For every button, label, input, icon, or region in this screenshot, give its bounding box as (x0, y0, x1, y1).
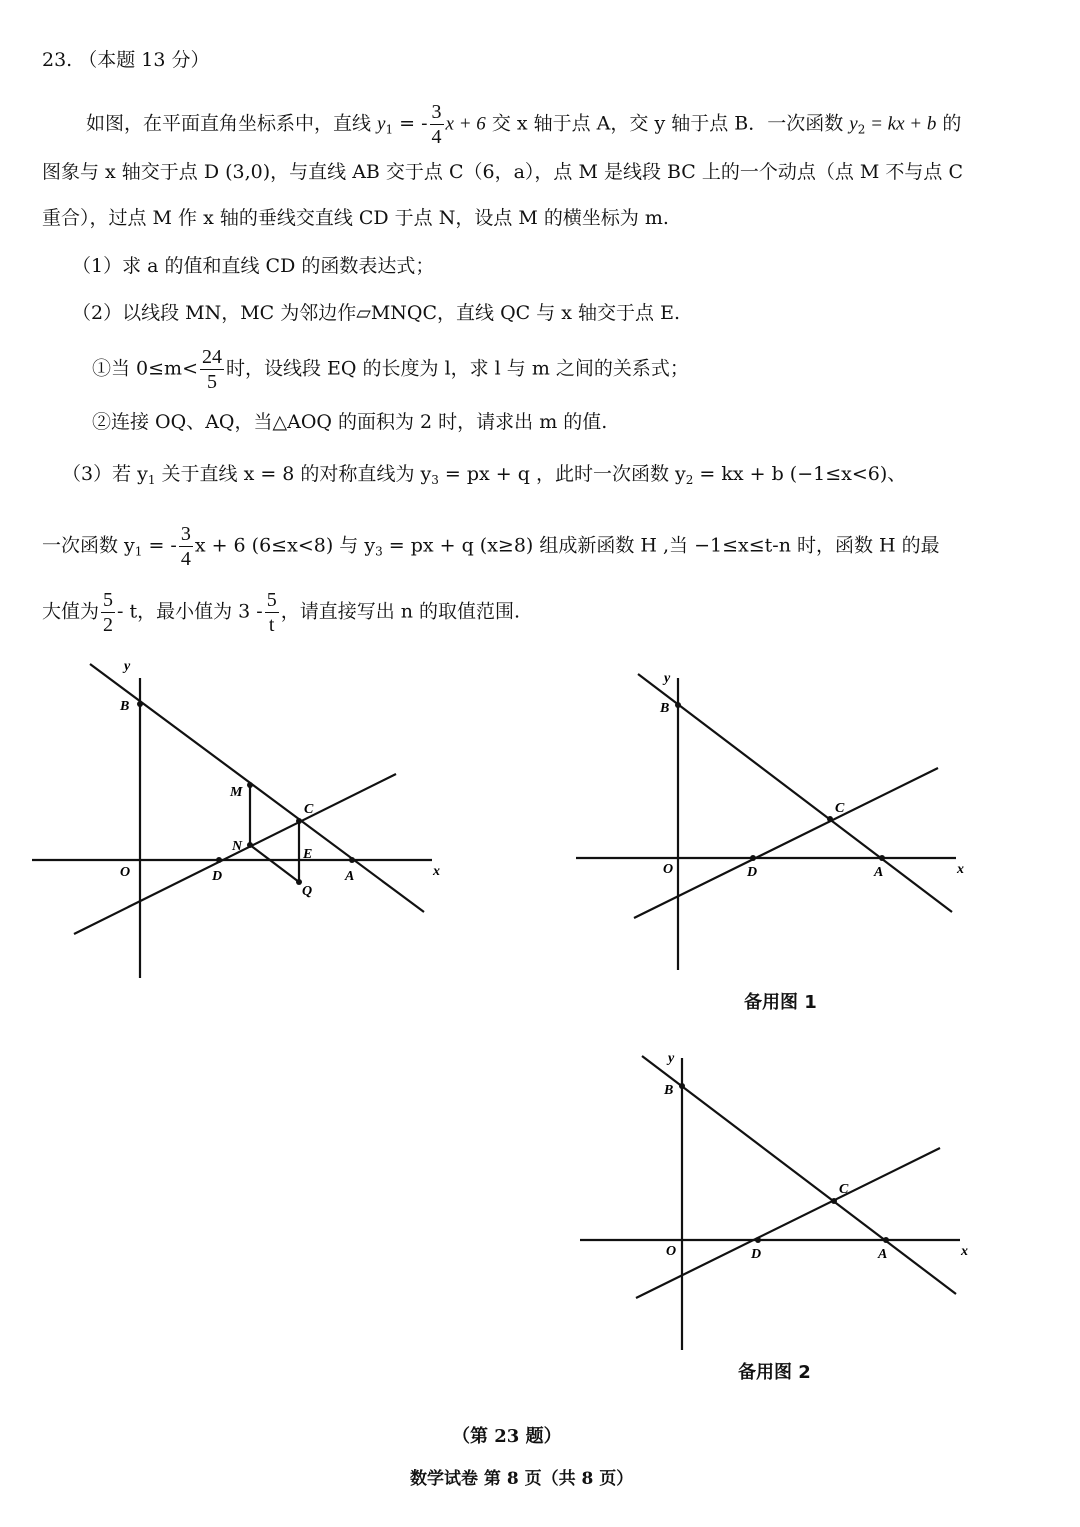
label-d: D (212, 869, 223, 884)
caption-spare-1: 备用图 1 (744, 992, 817, 1013)
label-b: B (120, 699, 130, 714)
label-e: E (303, 847, 313, 862)
label-m: M (230, 785, 243, 800)
svg-text:C: C (839, 1182, 849, 1197)
question-header (42, 46, 210, 74)
svg-text:C: C (835, 801, 845, 816)
label-o: O (120, 865, 131, 880)
label-q: Q (302, 884, 313, 899)
question-part-3-line-3: 大值为 $\frac{5}{2}$ - t，最小值为 3 - $\frac{5}{t}$ ，请直接写出 n 的取值范围. (42, 589, 521, 636)
svg-text:O: O (666, 1244, 677, 1259)
question-score: （本题 13 分） (78, 49, 210, 71)
label-n: N (232, 839, 243, 854)
svg-text:x: x (961, 1244, 968, 1259)
question-part-2: （2）以线段 MN，MC 为邻边作▱MNQC，直线 QC 与 x 轴交于点 E. (72, 302, 680, 324)
svg-text:x: x (957, 862, 964, 877)
question-part-1: （1）求 a 的值和直线 CD 的函数表达式； (72, 255, 435, 277)
question-part-2-1: ①当 0≤m< $\frac{24}{5}$ 时，设线段 EQ 的长度为 l，求 l 与 m 之间的关系式； (92, 346, 689, 393)
svg-text:D: D (747, 865, 758, 880)
label-x: x (433, 864, 440, 879)
intro-line-3: 重合），过点 M 作 x 轴的垂线交直线 CD 于点 N，设点 M 的横坐标为 m. (42, 207, 669, 229)
svg-text:A: A (874, 865, 884, 880)
question-number: 23. (42, 49, 73, 71)
label-y: y (124, 659, 131, 674)
label-a: A (345, 869, 355, 884)
caption-spare-2: 备用图 2 (738, 1362, 811, 1383)
spare-figure-2 (560, 1040, 980, 1360)
question-part-3-line-1: （3）若 $y_1$ 关于直线 x = 8 的对称直线为 $y_3$ = px + q ，此时一次函数 $y_2$ = kx + b (−1≤x<6)、 (62, 463, 907, 487)
question-part-3-line-2: 一次函数 $y_1$ = - $\frac{3}{4}$ x + 6 (6≤x<8) 与 $y_3$ = px + q (x≥8) 组成新函数 H ,当 −1≤x≤t-n 时，函数 H 的最 (42, 523, 940, 570)
fraction-3-4: $\frac{3}{4}$ (431, 101, 442, 148)
svg-text:y: y (668, 1051, 675, 1066)
page-footer: 数学试卷 第 8 页（共 8 页） (410, 1469, 634, 1489)
caption-question: （第 23 题） (452, 1426, 562, 1447)
svg-text:A: A (878, 1247, 888, 1262)
main-figure (0, 640, 480, 1000)
spare-figure-1 (560, 660, 980, 980)
svg-text:B: B (660, 701, 670, 716)
question-part-2-2: ②连接 OQ、AQ，当△AOQ 的面积为 2 时，请求出 m 的值. (92, 411, 608, 433)
svg-text:B: B (664, 1083, 674, 1098)
intro-line-2: 图象与 x 轴交于点 D (3,0)，与直线 AB 交于点 C（6，a），点 M 是线段 BC 上的一个动点（点 M 不与点 C (42, 161, 963, 183)
intro-line-1: 如图，在平面直角坐标系中，直线 $y_1$ = - $\frac{3}{4}$ x + 6 交 x 轴于点 A，交 y 轴于点 B．一次函数 $y_2$ = kx + b 的 (86, 101, 962, 148)
fraction-24-5: $\frac{24}{5}$ (202, 346, 222, 393)
svg-text:O: O (663, 862, 674, 877)
svg-text:y: y (664, 671, 671, 686)
label-c: C (304, 802, 314, 817)
segment-nq (250, 845, 299, 882)
svg-text:D: D (751, 1247, 762, 1262)
